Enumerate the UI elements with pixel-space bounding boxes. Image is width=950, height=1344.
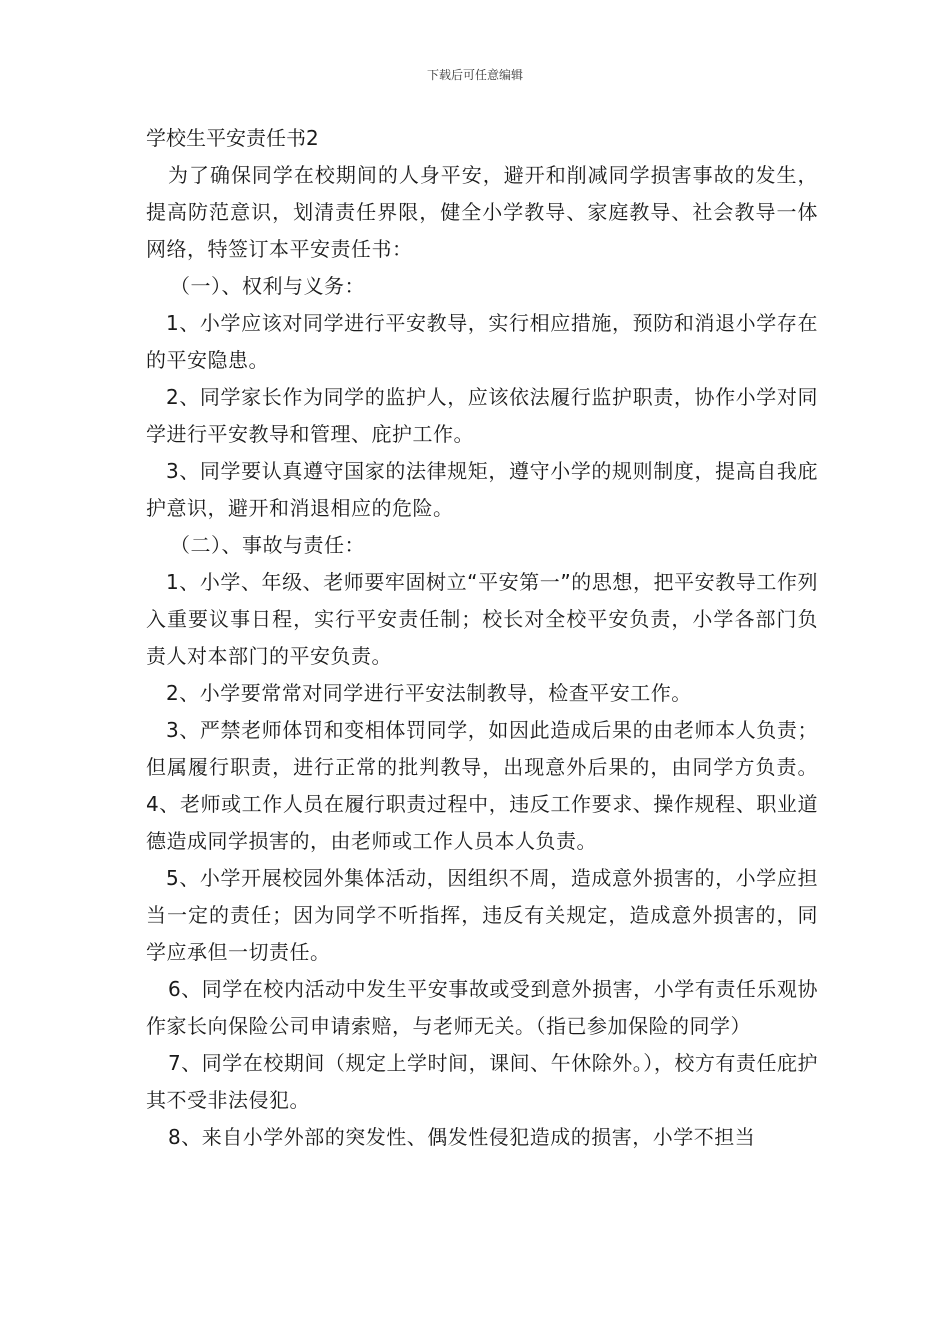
section-1-heading: （一）、权利与义务： (170, 274, 365, 298)
section-2-item-3: 3、严禁老师体罚和变相体罚同学，如因此造成后果的由老师本人负责；但属履行职责，进行正常的批判教导，出现意外后果的，由同学方负责。4、老师或工作人员在履行职责过程中，违反工作要求、操作规程、职业道德造成同学损害的，由老师或工作人员本人负责。 (146, 718, 818, 853)
section-2-item-1: 1、小学、年级、老师要牢固树立“平安第一”的思想，把平安教导工作列入重要议事日程，实行平安责任制；校长对全校平安负责，小学各部门负责人对本部门的平安负责。 (146, 570, 818, 668)
intro-paragraph: 为了确保同学在校期间的人身平安，避开和削减同学损害事故的发生，提高防范意识，划清责任界限，健全小学教导、家庭教导、社会教导一体网络，特签订本平安责任书： (146, 163, 818, 261)
section-2-item-2: 2、小学要常常对同学进行平安法制教导，检查平安工作。 (166, 681, 692, 705)
document-title: 学校生平安责任书2 (146, 126, 319, 150)
section-2-item-7: 7、同学在校期间（规定上学时间，课间、午休除外。），校方有责任庇护其不受非法侵犯。 (146, 1051, 818, 1112)
section-2-heading: （二）、事故与责任： (170, 533, 365, 557)
page-header: 下载后可任意编辑 (426, 68, 523, 82)
section-1-item-1: 1、小学应该对同学进行平安教导，实行相应措施，预防和消退小学存在的平安隐患。 (146, 311, 818, 372)
section-2-item-5: 5、小学开展校园外集体活动，因组织不周，造成意外损害的，小学应担当一定的责任；因为同学不听指挥，违反有关规定，造成意外损害的，同学应承但一切责任。 (146, 866, 818, 964)
section-2-item-6: 6、同学在校内活动中发生平安事故或受到意外损害，小学有责任乐观协作家长向保险公司申请索赔，与老师无关。（指已参加保险的同学） (146, 977, 818, 1038)
section-2-item-8: 8、来自小学外部的突发性、偶发性侵犯造成的损害，小学不担当 (168, 1125, 756, 1149)
document-body (146, 120, 818, 1156)
section-1-item-2: 2、同学家长作为同学的监护人，应该依法履行监护职责，协作小学对同学进行平安教导和管理、庇护工作。 (146, 385, 818, 446)
section-1-item-3: 3、同学要认真遵守国家的法律规矩，遵守小学的规则制度，提高自我庇护意识，避开和消退相应的危险。 (146, 459, 818, 520)
